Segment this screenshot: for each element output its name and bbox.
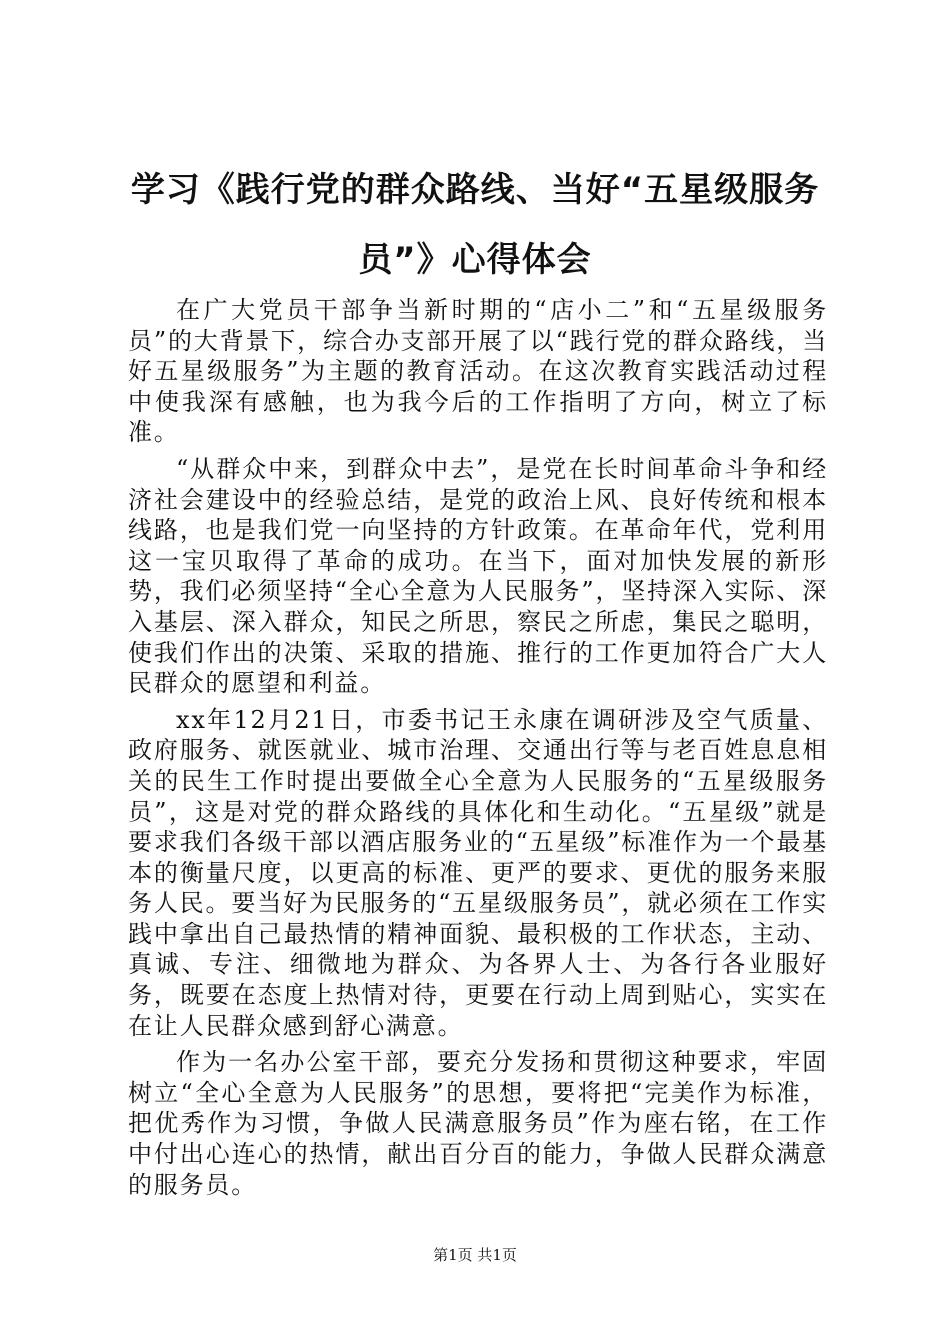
paragraph: 在广大党员干部争当新时期的“店小二”和“五星级服务员”的大背景下，综合办支部开展了以“践行党的群众路线，当好五星级服务”为主题的教育活动。在这次教育实践活动过程中使我深有感触，也为我今后的工作指明了方向，树立了标准。 (128, 296, 828, 447)
paragraph: 作为一名办公室干部，要充分发扬和贯彻这种要求，牢固树立“全心全意为人民服务”的思想，要将把“完美作为标准，把优秀作为习惯，争做人民满意服务员”作为座右铭，在工作中付出心连心的热情，献出百分百的能力，争做人民群众满意的服务员。 (128, 1048, 828, 1199)
page-footer (0, 1244, 950, 1266)
document-body (128, 295, 828, 1200)
document-title: 学习《践行党的群众路线、当好“五星级服务员”》心得体会 (130, 170, 820, 280)
paragraph: xx年12月21日，市委书记王永康在调研涉及空气质量、政府服务、就医就业、城市治理、交通出行等与老百姓息息相关的民生工作时提出要做全心全意为人民服务的“五星级服务员”，这是对党的群众路线的具体化和生动化。“五星级”就是要求我们各级干部以酒店服务业的“五星级”标准作为一个最基本的衡量尺度，以更高的标准、更严的要求、更优的服务来服务人民。要当好为民服务的“五星级服务员”，就必须在工作实践中拿出自己最热情的精神面貌、最积极的工作状态，主动、真诚、专注、细微地为群众、为各界人士、为各行各业服好务，既要在态度上热情对待，更要在行动上周到贴心，实实在在让人民群众感到舒心满意。 (128, 705, 828, 1040)
paragraph: “从群众中来，到群众中去”，是党在长时间革命斗争和经济社会建设中的经验总结，是党的政治上风、良好传统和根本线路，也是我们党一向坚持的方针政策。在革命年代，党利用这一宝贝取得了革命的成功。在当下，面对加快发展的新形势，我们必须坚持“全心全意为人民服务”，坚持深入实际、深入基层、深入群众，知民之所思，察民之所虑，集民之聪明，使我们作出的决策、采取的措施、推行的工作更加符合广大人民群众的愿望和利益。 (128, 454, 828, 698)
page-number-label: 第1页 共1页 (433, 1246, 517, 1264)
